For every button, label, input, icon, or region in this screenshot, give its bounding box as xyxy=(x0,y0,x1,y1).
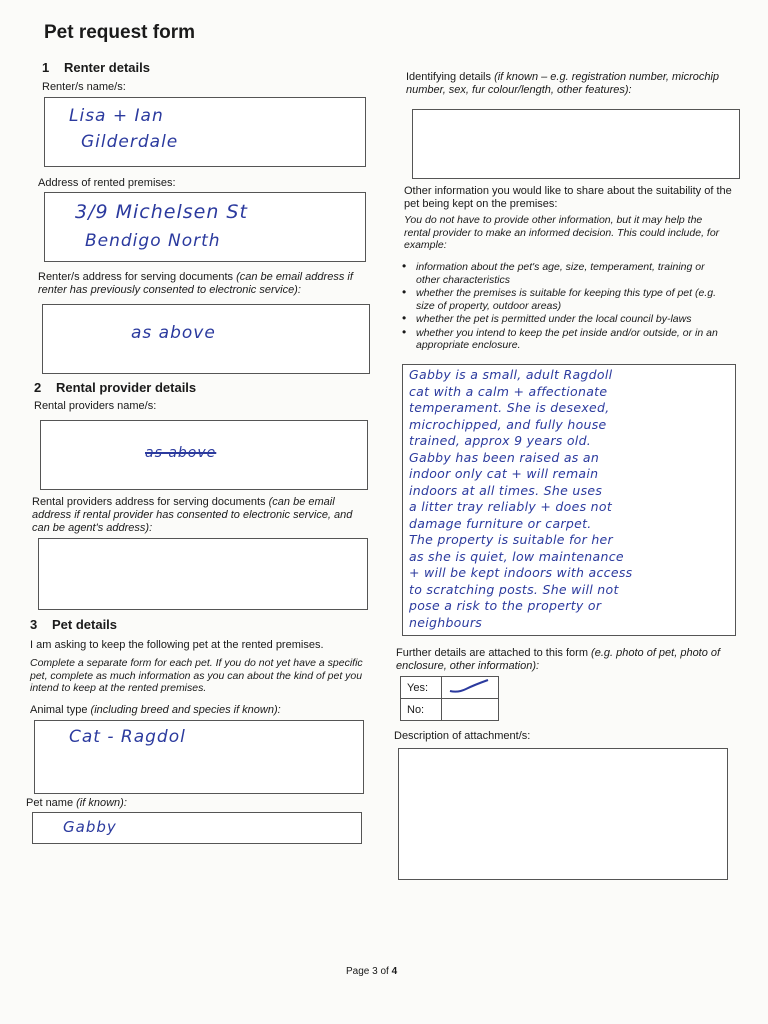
renter-service-field[interactable] xyxy=(42,304,370,374)
handwritten-line: + will be kept indoors with access xyxy=(409,565,633,580)
provider-names-label: Rental providers name/s: xyxy=(34,400,157,412)
renter-service-value: as above xyxy=(131,323,216,343)
section-number: 1 xyxy=(42,60,50,75)
list-item: • whether the pet is permitted under the local council by-laws xyxy=(400,313,730,326)
attachment-yes-no xyxy=(400,676,499,721)
yes-label: Yes: xyxy=(401,677,442,699)
handwritten-line: Gabby is a small, adult Ragdoll xyxy=(409,367,613,382)
pet-intro-italic: Complete a separate form for each pet. If you do not yet have a specific pet, complete as much information as you can about the kind of pet you intend to keep at the rented premises. xyxy=(30,657,363,694)
renter-service-label: Renter/s address for serving documents (can be email address if renter has previously consented to electronic service): xyxy=(38,271,353,296)
handwritten-line: The property is suitable for her xyxy=(409,532,613,547)
address-label: Address of rented premises: xyxy=(38,177,176,189)
pet-name-value: Gabby xyxy=(63,818,117,836)
list-item: • whether you intend to keep the pet inside and/or outside, or in an appropriate enclosure. xyxy=(400,327,730,352)
identifying-field[interactable] xyxy=(412,109,740,179)
handwritten-line: trained, approx 9 years old. xyxy=(409,433,592,448)
section-1-heading xyxy=(42,60,150,75)
checkmark-icon xyxy=(448,677,492,695)
provider-service-label: Rental providers address for serving documents (can be email address if rental provider has consented to electronic service, and can be agent's address): xyxy=(32,496,353,534)
yes-checkbox[interactable] xyxy=(442,677,499,699)
handwritten-line: indoor only cat + will remain xyxy=(409,466,599,481)
renter-names-label: Renter/s name/s: xyxy=(42,81,126,93)
handwritten-line: to scratching posts. She will not xyxy=(409,581,619,597)
further-details-label: Further details are attached to this form (e.g. photo of pet, photo of enclosure, other information): xyxy=(396,647,721,672)
provider-service-field[interactable] xyxy=(38,538,368,610)
other-info-bullets xyxy=(400,261,730,353)
section-title: Rental provider details xyxy=(56,380,197,395)
handwritten-line: microchipped, and fully house xyxy=(409,416,607,432)
section-number: 2 xyxy=(34,380,42,395)
handwritten-line: cat with a calm + affectionate xyxy=(409,383,608,399)
list-item: • information about the pet's age, size, temperament, training or other characteristics xyxy=(400,261,730,286)
pet-name-field[interactable] xyxy=(32,812,362,844)
section-2-heading xyxy=(34,380,196,395)
animal-type-field[interactable] xyxy=(34,720,364,794)
other-info-label: Other information you would like to share about the suitability of the pet being kept on the premises: xyxy=(404,185,732,210)
animal-type-value: Cat - Ragdol xyxy=(69,727,186,747)
address-line2: Bendigo North xyxy=(85,231,221,251)
other-info-italic: You do not have to provide other information, but it may help the rental provider to make an informed decision. This could include, for example: xyxy=(404,214,720,251)
pet-intro: I am asking to keep the following pet at the rented premises. xyxy=(30,639,324,651)
provider-names-value: as above xyxy=(145,445,217,461)
no-checkbox[interactable] xyxy=(442,699,499,721)
identifying-label: Identifying details (if known – e.g. registration number, microchip number, sex, fur colour/length, other features): xyxy=(406,71,720,96)
renter-names-field[interactable] xyxy=(44,97,366,167)
section-number: 3 xyxy=(30,617,38,632)
section-title: Renter details xyxy=(64,60,150,75)
handwritten-line: damage furniture or carpet. xyxy=(409,515,592,531)
page-title: Pet request form xyxy=(44,22,195,43)
handwritten-line: indoors at all times. She uses xyxy=(409,482,603,498)
address-line1: 3/9 Michelsen St xyxy=(75,201,248,223)
handwritten-line: neighbours xyxy=(409,614,483,630)
section-title: Pet details xyxy=(52,617,118,632)
renter-names-line1: Lisa + Ian xyxy=(69,106,164,126)
description-label: Description of attachment/s: xyxy=(394,730,531,742)
animal-type-label: Animal type (including breed and species if known): xyxy=(30,704,281,716)
handwritten-line: a litter tray reliably + does not xyxy=(409,499,613,514)
renter-names-line2: Gilderdale xyxy=(81,132,179,152)
address-field[interactable] xyxy=(44,192,366,262)
page-number: Page 3 of 4 xyxy=(346,966,398,977)
pet-name-label: Pet name (if known): xyxy=(26,797,127,809)
section-3-heading xyxy=(30,617,117,632)
handwritten-line: Gabby has been raised as an xyxy=(409,449,600,465)
handwritten-line: pose a risk to the property or xyxy=(409,598,602,613)
handwritten-line: temperament. She is desexed, xyxy=(409,400,610,415)
handwritten-line: as she is quiet, low maintenance xyxy=(409,548,624,564)
other-info-field[interactable] xyxy=(402,364,736,636)
provider-names-field[interactable] xyxy=(40,420,368,490)
description-field[interactable] xyxy=(398,748,728,880)
list-item: • whether the premises is suitable for keeping this type of pet (e.g. size of property, outdoor areas) xyxy=(400,287,730,312)
no-label: No: xyxy=(401,699,442,721)
